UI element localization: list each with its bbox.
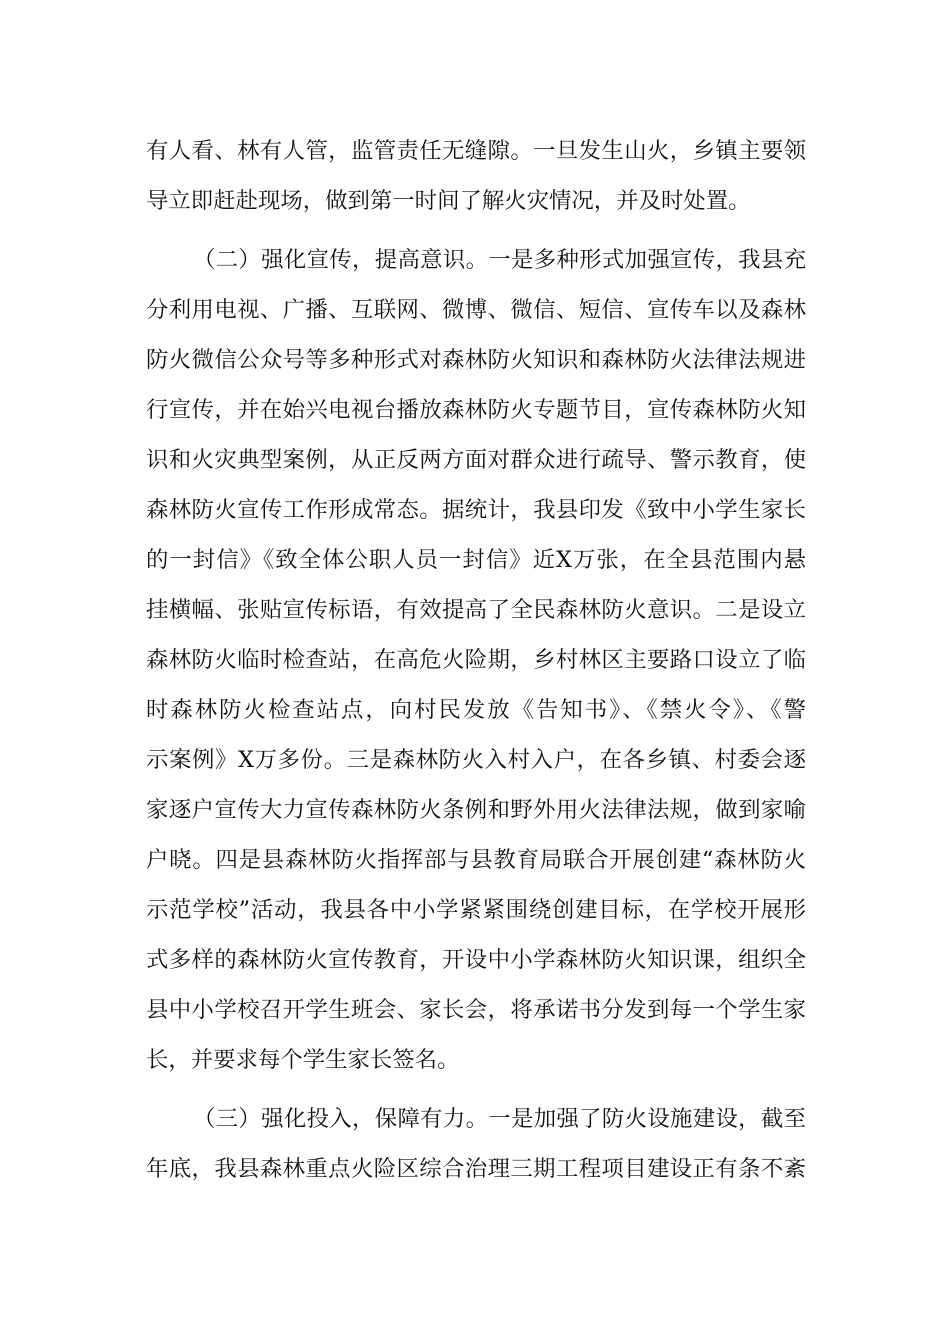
- text-line: 森林防火宣传工作形成常态。据统计，我县印发《致中小学生家长: [146, 497, 806, 523]
- text-line: 森林防火临时检查站，在高危火险期，乡村林区主要路口设立了临: [146, 647, 806, 673]
- text-line: 示范学校”活动，我县各中小学紧紧围绕创建目标，在学校开展形: [146, 897, 806, 923]
- text-line: 挂横幅、张贴宣传标语，有效提高了全民森林防火意识。二是设立: [146, 597, 806, 623]
- text-line: 示案例》X万多份。三是森林防火入村入户，在各乡镇、村委会逐: [146, 747, 806, 773]
- section-heading-line: （二）强化宣传，提高意识。一是多种形式加强宣传，我县充: [193, 247, 806, 273]
- text-line: 县中小学校召开学生班会、家长会，将承诺书分发到每一个学生家: [146, 997, 806, 1023]
- text-line: 家逐户宣传大力宣传森林防火条例和野外用火法律法规，做到家喻: [146, 797, 806, 823]
- text-line: 长，并要求每个学生家长签名。: [146, 1047, 460, 1073]
- text-line: 防火微信公众号等多种形式对森林防火知识和森林防火法律法规进: [146, 347, 806, 373]
- text-line: 户晓。四是县森林防火指挥部与县教育局联合开展创建“森林防火: [146, 847, 806, 873]
- text-line: 识和火灾典型案例，从正反两方面对群众进行疏导、警示教育，使: [146, 447, 806, 473]
- text-line: 有人看、林有人管，监管责任无缝隙。一旦发生山火，乡镇主要领: [146, 138, 806, 164]
- text-line: 行宣传，并在始兴电视台播放森林防火专题节目，宣传森林防火知: [146, 397, 806, 423]
- section-heading-line: （三）强化投入，保障有力。一是加强了防火设施建设，截至: [193, 1106, 806, 1132]
- text-line: 的一封信》《致全体公职人员一封信》近X万张，在全县范围内悬: [146, 547, 806, 573]
- text-line: 导立即赶赴现场，做到第一时间了解火灾情况，并及时处置。: [146, 188, 751, 214]
- text-line: 年底，我县森林重点火险区综合治理三期工程项目建设正有条不紊: [146, 1156, 806, 1182]
- text-line: 式多样的森林防火宣传教育，开设中小学森林防火知识课，组织全: [146, 947, 806, 973]
- text-line: 时森林防火检查站点，向村民发放《告知书》、《禁火令》、《警: [146, 697, 806, 723]
- text-line: 分利用电视、广播、互联网、微博、微信、短信、宣传车以及森林: [146, 297, 806, 323]
